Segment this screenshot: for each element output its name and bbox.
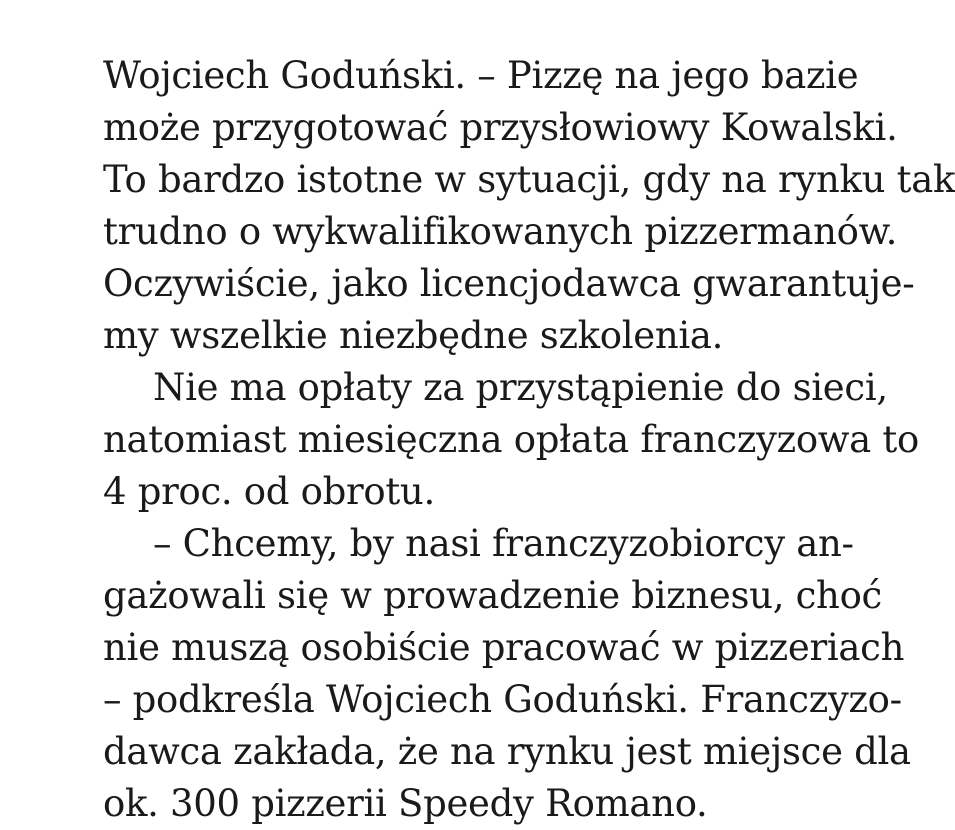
text-line: Nie ma opłaty za przystąpienie do sieci,: [153, 366, 888, 409]
text-line: gażowali się w prowadzenie biznesu, choć: [103, 574, 882, 617]
text-line: Oczywiście, jako licencjodawca gwarantuje-: [103, 262, 915, 305]
text-line: To bardzo istotne w sytuacji, gdy na rynku tak: [103, 158, 955, 201]
text-line: nie muszą osobiście pracować w pizzeriach: [103, 626, 905, 669]
text-line: ok. 300 pizzerii Speedy Romano.: [103, 782, 708, 825]
text-line: natomiast miesięczna opłata franczyzowa to: [103, 418, 919, 461]
text-line: może przygotować przysłowiowy Kowalski.: [103, 106, 898, 149]
text-line: 4 proc. od obrotu.: [103, 470, 435, 513]
text-line: – Chcemy, by nasi franczyzobiorcy an-: [153, 522, 854, 565]
text-line: my wszelkie niezbędne szkolenia.: [103, 314, 724, 357]
text-line: dawca zakłada, że na rynku jest miejsce dla: [103, 730, 911, 773]
text-line: – podkreśla Wojciech Goduński. Franczyzo-: [103, 678, 902, 721]
text-line: trudno o wykwalifikowanych pizzermanów.: [103, 210, 898, 253]
text-line: Wojciech Goduński. – Pizzę na jego bazie: [103, 54, 859, 97]
